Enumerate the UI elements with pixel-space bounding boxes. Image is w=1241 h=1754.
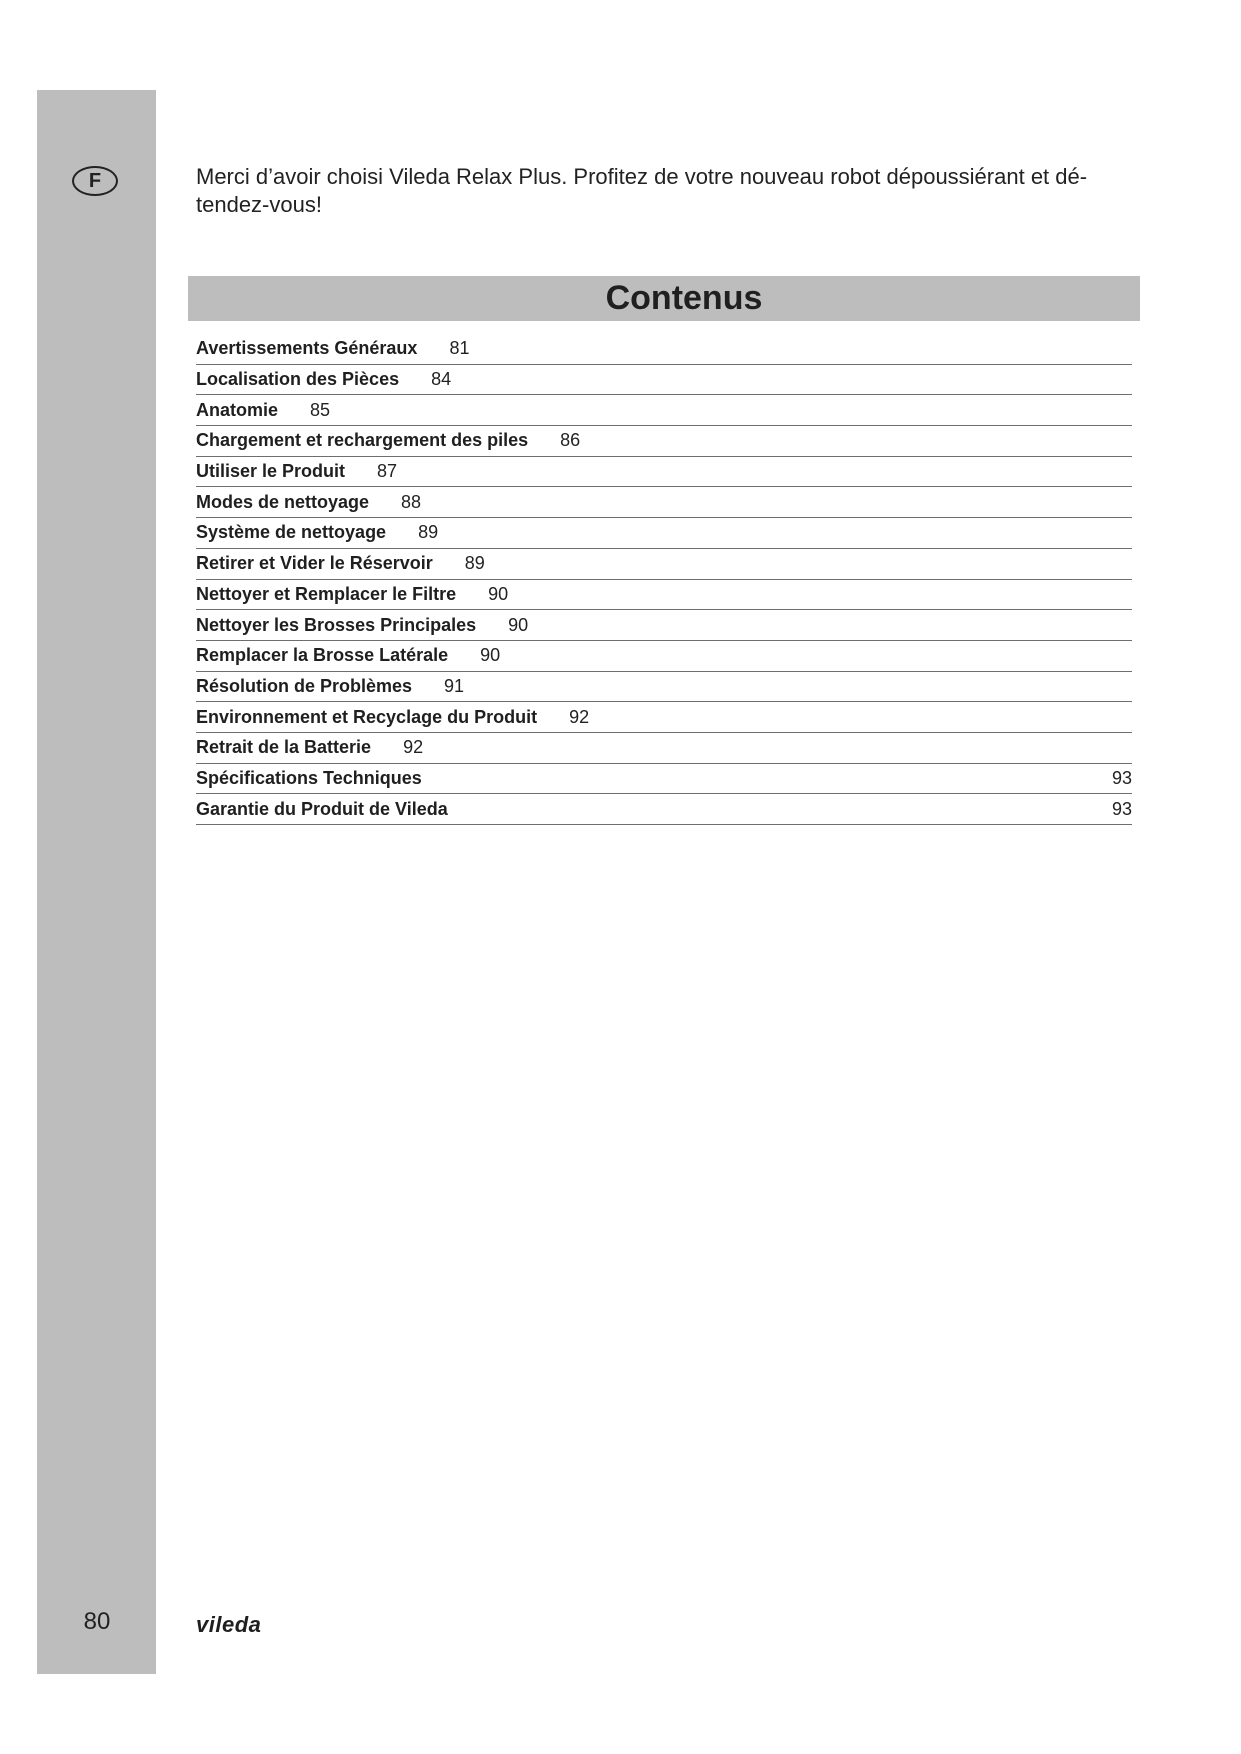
toc-entry[interactable] [196, 580, 1132, 611]
toc-entry-page: 91 [444, 675, 465, 696]
toc-entry-label: Avertissements Généraux [196, 338, 418, 359]
toc-entry[interactable] [196, 733, 1132, 764]
toc-entry-page: 93 [1111, 798, 1132, 819]
toc-entry-label: Environnement et Recyclage du Produit [196, 706, 538, 727]
toc-entry-page: 92 [569, 706, 590, 727]
toc-entry-label: Remplacer la Brosse Latérale [196, 645, 449, 666]
toc-entry-label: Résolution de Problèmes [196, 675, 413, 696]
sidebar [37, 90, 156, 1674]
toc-entry[interactable] [196, 365, 1132, 396]
toc-entry-page: 84 [431, 369, 452, 390]
toc-entry-page: 90 [508, 614, 529, 635]
toc-entry-label: Système de nettoyage [196, 522, 387, 543]
toc-entry-label: Chargement et rechargement des piles [196, 430, 529, 451]
intro-paragraph: Merci d’avoir choisi Vileda Relax Plus. Profitez de votre nouveau robot dépoussiérant et dé-tendez-vous! [196, 164, 1088, 217]
table-of-contents [196, 334, 1132, 825]
toc-entry-label: Retrait de la Batterie [196, 737, 372, 758]
toc-entry-page: 85 [310, 399, 331, 420]
toc-entry[interactable] [196, 794, 1132, 825]
toc-title: Contenus [605, 279, 763, 317]
toc-entry-page: 92 [403, 737, 424, 758]
toc-entry[interactable] [196, 457, 1132, 488]
toc-entry-label: Nettoyer et Remplacer le Filtre [196, 583, 457, 604]
toc-entry[interactable] [196, 764, 1132, 795]
toc-entry-page: 89 [464, 553, 485, 574]
toc-entry[interactable] [196, 672, 1132, 703]
toc-entry-label: Spécifications Techniques [196, 767, 422, 788]
toc-entry[interactable] [196, 395, 1132, 426]
toc-entry-page: 86 [560, 430, 581, 451]
toc-entry[interactable] [196, 702, 1132, 733]
page-number: 80 [83, 1608, 111, 1635]
language-badge: F [72, 166, 118, 196]
toc-entry[interactable] [196, 426, 1132, 457]
toc-entry-label: Utiliser le Produit [196, 461, 346, 482]
toc-entry-page: 89 [418, 522, 439, 543]
toc-entry-label: Retirer et Vider le Réservoir [196, 553, 433, 574]
toc-entry-page: 93 [1111, 767, 1132, 788]
toc-entry-label: Modes de nettoyage [196, 491, 370, 512]
toc-entry[interactable] [196, 334, 1132, 365]
toc-entry[interactable] [196, 641, 1132, 672]
toc-entry-label: Garantie du Produit de Vileda [196, 798, 448, 819]
toc-entry-label: Localisation des Pièces [196, 369, 400, 390]
toc-entry-page: 90 [480, 645, 501, 666]
vileda-logo-text: vileda [196, 1612, 262, 1637]
toc-entry[interactable] [196, 487, 1132, 518]
toc-entry[interactable] [196, 549, 1132, 580]
toc-entry-page: 90 [488, 583, 509, 604]
toc-entry-label: Anatomie [196, 399, 279, 420]
toc-entry-label: Nettoyer les Brosses Principales [196, 614, 477, 635]
toc-entry-page: 81 [449, 338, 470, 359]
vileda-logo [196, 1612, 286, 1642]
toc-entry[interactable] [196, 610, 1132, 641]
toc-entry-page: 88 [401, 491, 422, 512]
toc-header-bar [188, 276, 1140, 321]
toc-entry-page: 87 [377, 461, 398, 482]
toc-entry[interactable] [196, 518, 1132, 549]
